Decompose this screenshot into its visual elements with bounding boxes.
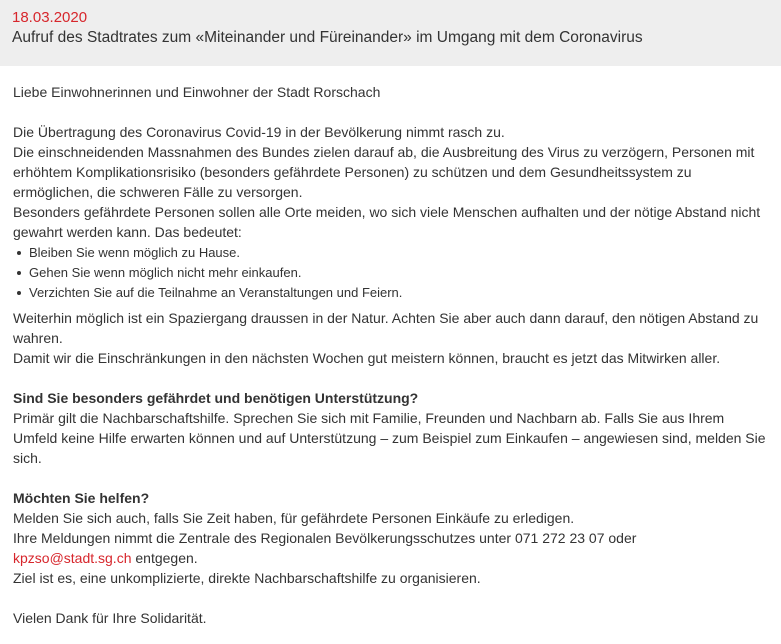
email-link[interactable]: kpzso@stadt.sg.ch xyxy=(13,550,132,566)
spacer xyxy=(13,468,767,488)
article-header xyxy=(0,0,781,66)
paragraph-measures: Die einschneidenden Massnahmen des Bundes zielen darauf ab, die Ausbreitung des Virus zu verzögern, Personen mit erhöhtem Komplikationsrisiko (besonders gefährdete Personen) zu schützen und dem Gesundheitssystem zu ermöglichen, die schweren Fälle zu versorgen. xyxy=(13,144,755,200)
article-body xyxy=(0,66,781,628)
recommendations-list xyxy=(13,243,767,303)
paragraph-walk: Weiterhin möglich ist ein Spaziergang draussen in der Natur. Achten Sie aber auch dann darauf, den nötigen Abstand zu wahren. xyxy=(13,310,759,346)
section-text-help-2: Ihre Meldungen nimmt die Zentrale des Regionalen Bevölkerungsschutzes unter 071 272 23 07 oder xyxy=(13,530,637,546)
section-text-help-3 xyxy=(13,548,767,568)
section-heading-support: Sind Sie besonders gefährdet und benötigen Unterstützung? xyxy=(13,390,419,406)
list-item: Gehen Sie wenn möglich nicht mehr einkaufen. xyxy=(29,263,767,283)
greeting: Liebe Einwohnerinnen und Einwohner der Stadt Rorschach xyxy=(13,84,381,100)
email-suffix: entgegen. xyxy=(131,550,198,566)
paragraph-cooperation: Damit wir die Einschränkungen in den nächsten Wochen gut meistern können, braucht es jetzt das Mitwirken aller. xyxy=(13,350,721,366)
section-heading-help: Möchten Sie helfen? xyxy=(13,490,150,506)
spacer xyxy=(13,102,767,122)
paragraph-risk-groups: Besonders gefährdete Personen sollen alle Orte meiden, wo sich viele Menschen aufhalten und der nötige Abstand nicht gewahrt werden kann. Das bedeutet: xyxy=(13,204,761,240)
spacer xyxy=(13,368,767,388)
list-item: Bleiben Sie wenn möglich zu Hause. xyxy=(29,243,767,263)
closing-text: Vielen Dank für Ihre Solidarität. xyxy=(13,610,207,626)
section-text-support: Primär gilt die Nachbarschaftshilfe. Sprechen Sie sich mit Familie, Freunden und Nachbarn ab. Falls Sie aus Ihrem Umfeld keine Hilfe erwarten können und auf Unterstützung – zum Beispiel zum Einkaufen – angewiesen sind, melden Sie sich. xyxy=(13,410,766,466)
list-item: Verzichten Sie auf die Teilnahme an Veranstaltungen und Feiern. xyxy=(29,283,767,303)
paragraph-spread: Die Übertragung des Coronavirus Covid-19 in der Bevölkerung nimmt rasch zu. xyxy=(13,124,505,140)
section-text-help-4: Ziel ist es, eine unkomplizierte, direkte Nachbarschaftshilfe zu organisieren. xyxy=(13,570,481,586)
article-title: Aufruf des Stadtrates zum «Miteinander und Füreinander» im Umgang mit dem Coronavirus xyxy=(12,29,643,46)
section-text-help-1: Melden Sie sich auch, falls Sie Zeit haben, für gefährdete Personen Einkäufe zu erledigen. xyxy=(13,510,575,526)
spacer xyxy=(13,588,767,608)
article-date: 18.03.2020 xyxy=(12,9,88,26)
